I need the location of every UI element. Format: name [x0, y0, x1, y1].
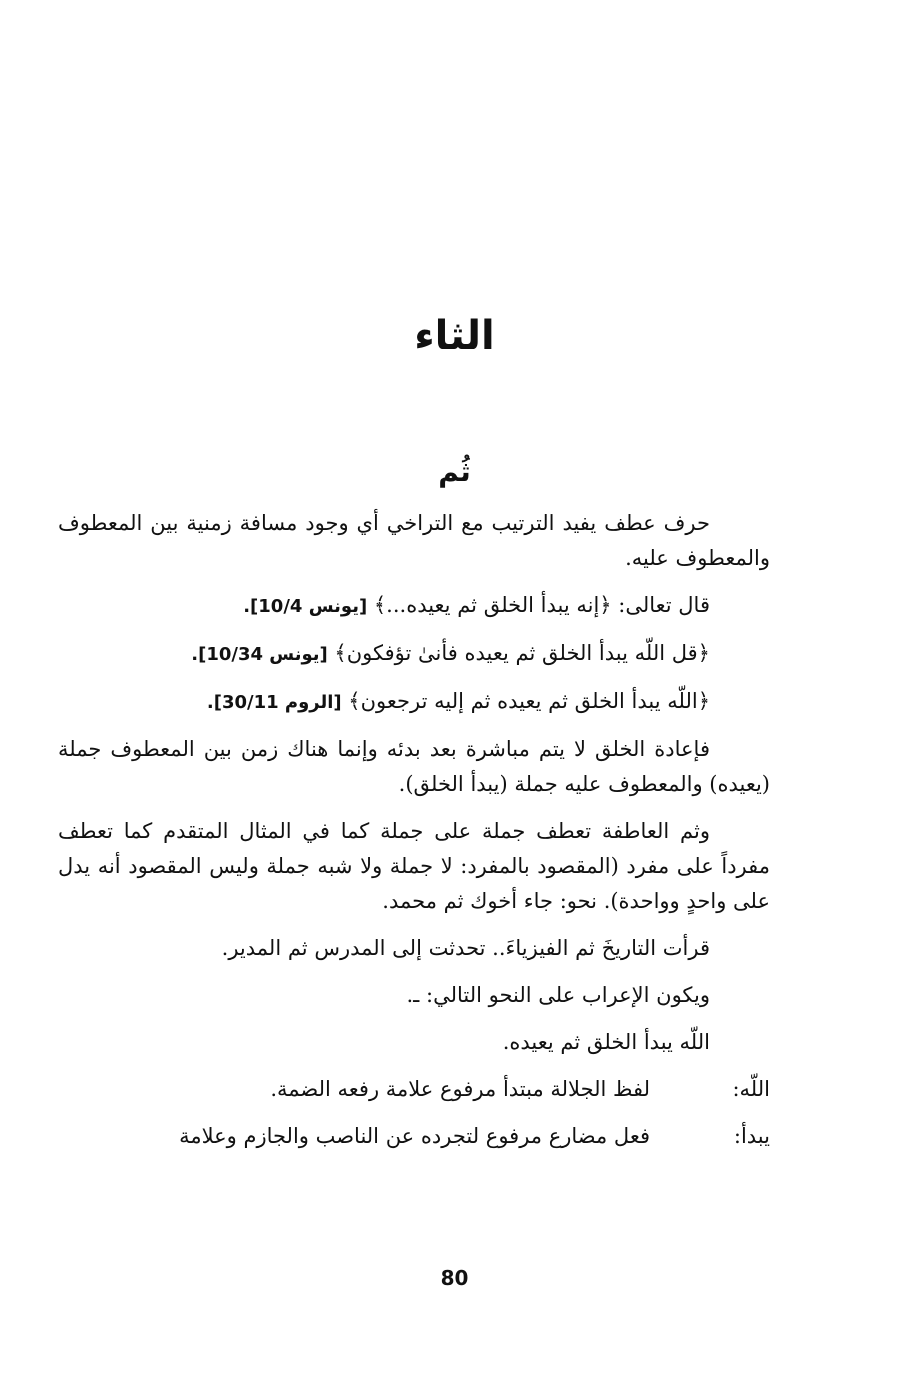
irab-description: فعل مضارع مرفوع لتجرده عن الناصب والجازم وعلامة — [179, 1124, 650, 1148]
page-number: 80 — [440, 1266, 469, 1290]
irab-row — [58, 1119, 770, 1154]
verse-text: ﴿اللّه يبدأ الخلق ثم يعيده ثم إليه ترجعون﴾ — [341, 689, 710, 713]
chapter-title: الثاء — [414, 313, 495, 359]
irab-row — [58, 1072, 770, 1107]
explanation-paragraph-2: وثم العاطفة تعطف جملة على جملة كما في المثال المتقدم كما تعطف مفرداً على مفرد (المقصود بالمفرد: لا جملة ولا شبه جملة وليس المقصود أنه يدل على واحدٍ وواحدة). نحو: جاء أخوك ثم محمد. — [58, 819, 770, 913]
irab-intro: ويكون الإعراب على النحو التالي: ـ. — [406, 983, 710, 1007]
irab-term: يبدأ: — [733, 1124, 770, 1148]
definition-paragraph: حرف عطف يفيد الترتيب مع التراخي أي وجود مسافة زمنية بين المعطوف والمعطوف عليه. — [58, 511, 770, 570]
irab-sentence: اللّه يبدأ الخلق ثم يعيده. — [502, 1030, 710, 1054]
verse-reference: [يونس 10/34]. — [191, 644, 328, 665]
explanation-paragraph-1: فإعادة الخلق لا يتم مباشرة بعد بدئه وإنما هناك زمن بين المعطوف جملة (يعيده) والمعطوف عليه جملة (يبدأ الخلق). — [58, 737, 770, 796]
example-sentence: قرأت التاريخَ ثم الفيزياءَ.. تحدثت إلى المدرس ثم المدير. — [221, 936, 710, 960]
verse-text: قال تعالى: ﴿إنه يبدأ الخلق ثم يعيده...﴾ — [367, 593, 710, 617]
example-verse-3 — [58, 684, 770, 720]
verse-reference: [الروم 30/11]. — [206, 692, 342, 713]
irab-term: اللّه: — [732, 1077, 770, 1101]
irab-description: لفظ الجلالة مبتدأ مرفوع علامة رفعه الضمة. — [270, 1077, 650, 1101]
verse-reference: [يونس 10/4]. — [243, 596, 368, 617]
example-verse-1 — [58, 588, 770, 624]
verse-text: ﴿قل اللّه يبدأ الخلق ثم يعيده فأنىٰ تؤفكون﴾ — [327, 641, 710, 665]
example-verse-2 — [58, 636, 770, 672]
body-text — [58, 506, 770, 1166]
section-title: ثُم — [438, 455, 471, 488]
